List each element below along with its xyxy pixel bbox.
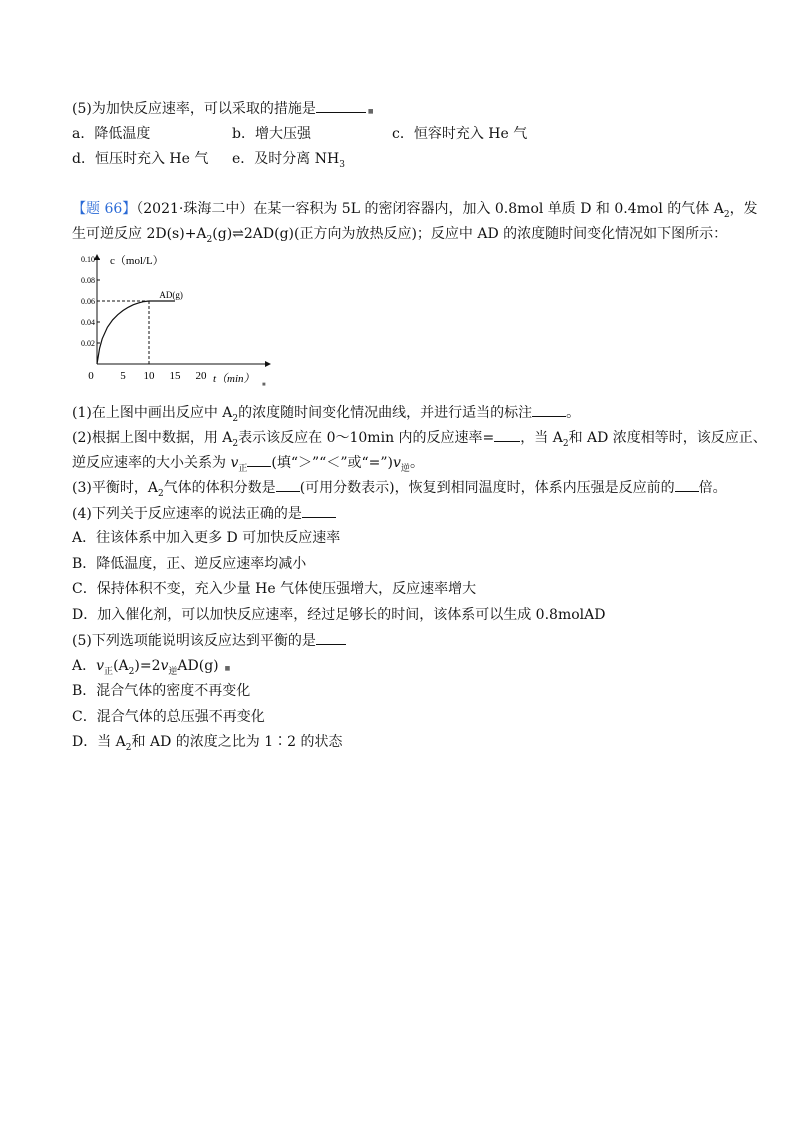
subq-5-option-d: D．当 $A_2$和 AD 的浓度之比为 1∶2 的状态 — [72, 734, 343, 753]
subq-4-option-c: C．保持体积不变，充入少量 He 气体使压强增大，反应速率增大 — [72, 581, 477, 597]
watermark-mark: ■ — [262, 382, 266, 388]
subq-4: (4)下列关于反应速率的说法正确的是 — [72, 503, 336, 524]
q5-option-b: b．增大压强 — [232, 126, 311, 142]
question-tag: 【题 66】 — [72, 201, 137, 217]
q66-line1: 【题 66】（2021·珠海二中）在某一容积为 5L 的密闭容器内，加入 0.8mol 单质 D 和 0.4mol 的气体 $A_2$，发 — [72, 201, 758, 220]
answer-blank — [675, 477, 699, 492]
subq-4-option-d: D．加入催化剂，可以加快反应速率，经过足够长的时间，该体系可以生成 0.8molAD — [72, 607, 606, 623]
q5-option-e: e．及时分离 $NH_3$ — [232, 151, 345, 170]
subq-5-option-b: B．混合气体的密度不再变化 — [72, 683, 251, 699]
q5-option-c: c．恒容时充入 He 气 — [392, 126, 528, 142]
y-tick-label: 0.06 — [81, 297, 95, 306]
subq-4-option-b: B．降低温度，正、逆反应速率均减小 — [72, 556, 307, 572]
x-tick-label: 10 — [143, 370, 155, 382]
concentration-chart — [70, 247, 290, 397]
subq-4-option-a: A．往该体系中加入更多 D 可加快反应速率 — [72, 530, 341, 546]
subq-1: (1)在上图中画出反应中 $A_2$的浓度随时间变化情况曲线，并进行适当的标注 。 — [72, 402, 580, 423]
y-tick-label: 0.04 — [81, 318, 95, 327]
answer-blank — [247, 452, 271, 467]
q5-option-a: a．降低温度 — [72, 126, 151, 142]
x-tick-label: 15 — [169, 370, 181, 382]
subq-5-option-a: A．$v_正(A_2)=2v_逆AD(g)$ ■ — [72, 658, 231, 677]
x-tick-label: 0 — [88, 370, 94, 382]
subq-2-line2: 逆反应速率的大小关系为 $v_正$ (填“＞”“＜”或“$=”)v_逆$。 — [72, 452, 424, 473]
subq-5-option-c: C．混合气体的总压强不再变化 — [72, 709, 265, 725]
x-tick-label: 5 — [120, 370, 126, 382]
answer-blank — [494, 427, 520, 442]
answer-blank — [302, 503, 336, 518]
q66-line2: 生可逆反应 $2D(s)+A_2(g)\rightleftharpoons 2AD(g)$(正方向为放热反应)；反应中 AD 的浓度随时间变化情况如下图所示： — [72, 226, 728, 245]
answer-blank — [316, 98, 366, 113]
subq-3: (3)平衡时，$A_2$气体的体积分数是 (可用分数表示)，恢复到相同温度时，体系内压强是反应前的 倍。 — [72, 477, 727, 498]
x-axis-label: t（min） — [213, 373, 255, 385]
y-axis-label: c（mol/L） — [110, 255, 164, 267]
answer-blank — [316, 630, 346, 645]
subq-2-line1: (2)根据上图中数据，用 $A_2$表示该反应在 0～10min 内的反应速率= ，当 $A_2$和 AD 浓度相等时，该反应正、 — [72, 427, 767, 448]
q5-option-d: d．恒压时充入 He 气 — [72, 151, 209, 167]
answer-blank — [276, 477, 300, 492]
answer-blank — [532, 402, 566, 417]
watermark-mark: ■ — [224, 665, 231, 672]
y-tick-label: 0.10 — [81, 255, 95, 264]
q5-stem: (5)为加快反应速率，可以采取的措施是 ■ — [72, 98, 374, 122]
series-ad-label: AD(g) — [159, 290, 183, 300]
subq-5: (5)下列选项能说明该反应达到平衡的是 — [72, 630, 346, 651]
watermark-mark: ■ — [367, 108, 374, 115]
y-tick-label: 0.08 — [81, 276, 95, 285]
series-ad-line — [97, 301, 175, 364]
x-tick-label: 20 — [195, 370, 207, 382]
y-tick-label: 0.02 — [81, 339, 95, 348]
